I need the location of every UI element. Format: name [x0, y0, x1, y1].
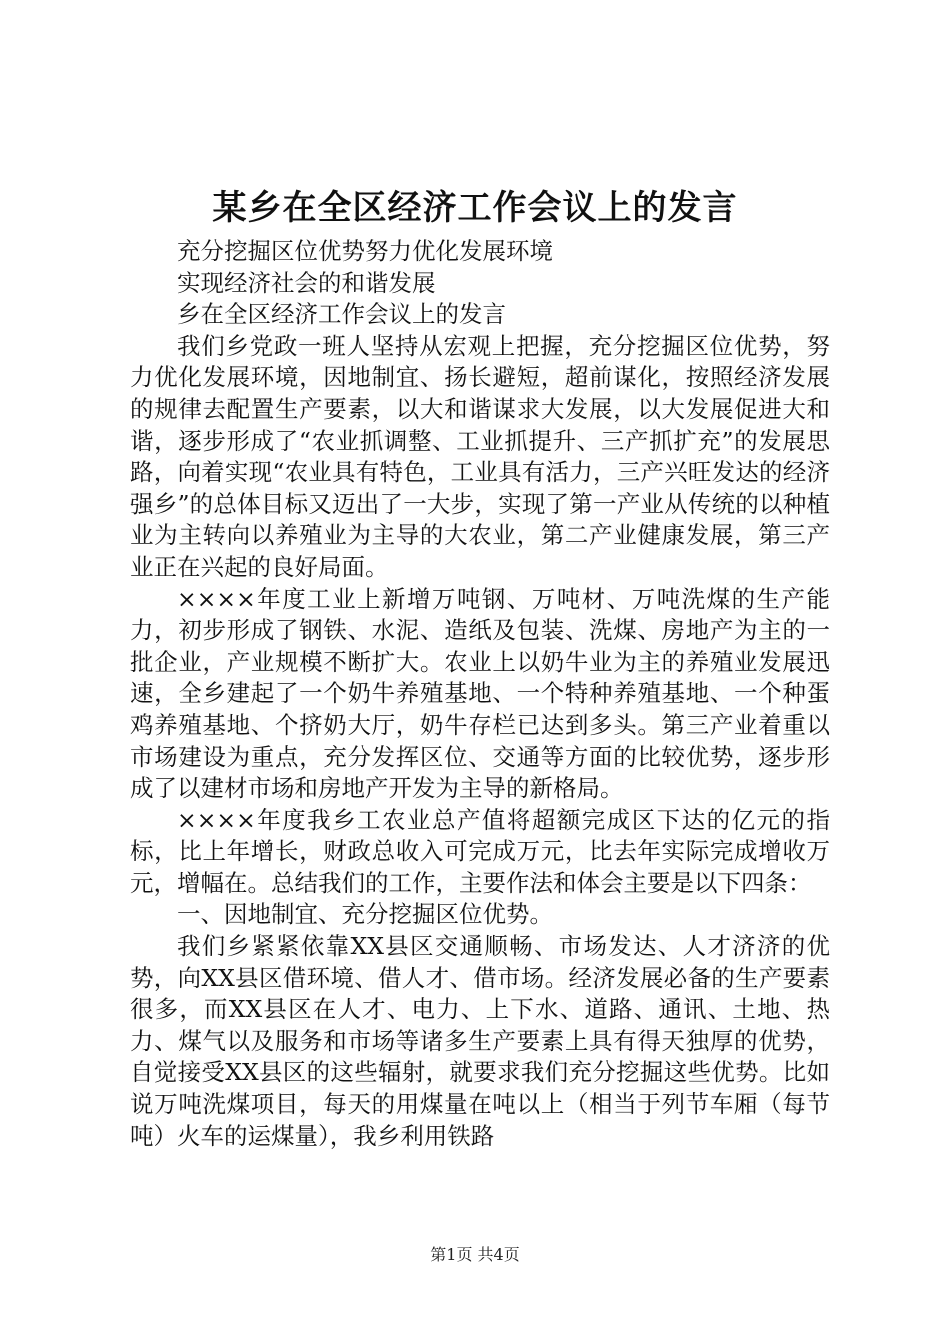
subtitle-line-2: 实现经济社会的和谐发展 [177, 268, 436, 297]
subtitle-line-3: 乡在全区经济工作会议上的发言 [177, 300, 506, 329]
page-number-footer: 第1页 共4页 [430, 1245, 520, 1264]
body-paragraph: ××××年度我乡工农业总产值将超额完成区下达的亿元的指标，比上年增长，财政总收入可完成万元，比去年实际完成增收万元，增幅在。总结我们的工作，主要作法和体会主要是以下四条： [130, 805, 830, 897]
body-paragraph: 我们乡党政一班人坚持从宏观上把握，充分挖掘区位优势，努力优化发展环境，因地制宜、扬长避短，超前谋化，按照经济发展的规律去配置生产要素，以大和谐谋求大发展，以大发展促进大和谐，逐步形成了“农业抓调整、工业抓提升、三产抓扩充”的发展思路，向着实现“农业具有特色，工业具有活力，三产兴旺发达的经济强乡”的总体目标又迈出了一大步，实现了第一产业从传统的以种植业为主转向以养殖业为主导的大农业，第二产业健康发展，第三产业正在兴起的良好局面。 [130, 331, 830, 581]
subtitle-line-1: 充分挖掘区位优势努力优化发展环境 [177, 237, 553, 265]
document-body [130, 236, 830, 1152]
body-paragraph: 我们乡紧紧依靠XX县区交通顺畅、市场发达、人才济济的优势，向XX县区借环境、借人才、借市场。经济发展必备的生产要素很多，而XX县区在人才、电力、上下水、道路、通讯、土地、热力、煤气以及服务和市场等诸多生产要素上具有得天独厚的优势，自觉接受XX县区的这些辐射，就要求我们充分挖掘这些优势。比如说万吨洗煤项目，每天的用煤量在吨以上（相当于列节车厢（每节吨）火车的运煤量），我乡利用铁路 [130, 932, 830, 1150]
document-title: 某乡在全区经济工作会议上的发言 [212, 188, 738, 228]
body-paragraph: ××××年度工业上新增万吨钢、万吨材、万吨洗煤的生产能力，初步形成了钢铁、水泥、造纸及包装、洗煤、房地产为主的一批企业，产业规模不断扩大。农业上以奶牛业为主的养殖业发展迅速，全乡建起了一个奶牛养殖基地、一个特种养殖基地、一个种蛋鸡养殖基地、个挤奶大厅，奶牛存栏已达到多头。第三产业着重以市场建设为重点，充分发挥区位、交通等方面的比较优势，逐步形成了以建材市场和房地产开发为主导的新格局。 [130, 584, 830, 803]
section-heading: 一、因地制宜、充分挖掘区位优势。 [177, 900, 553, 929]
